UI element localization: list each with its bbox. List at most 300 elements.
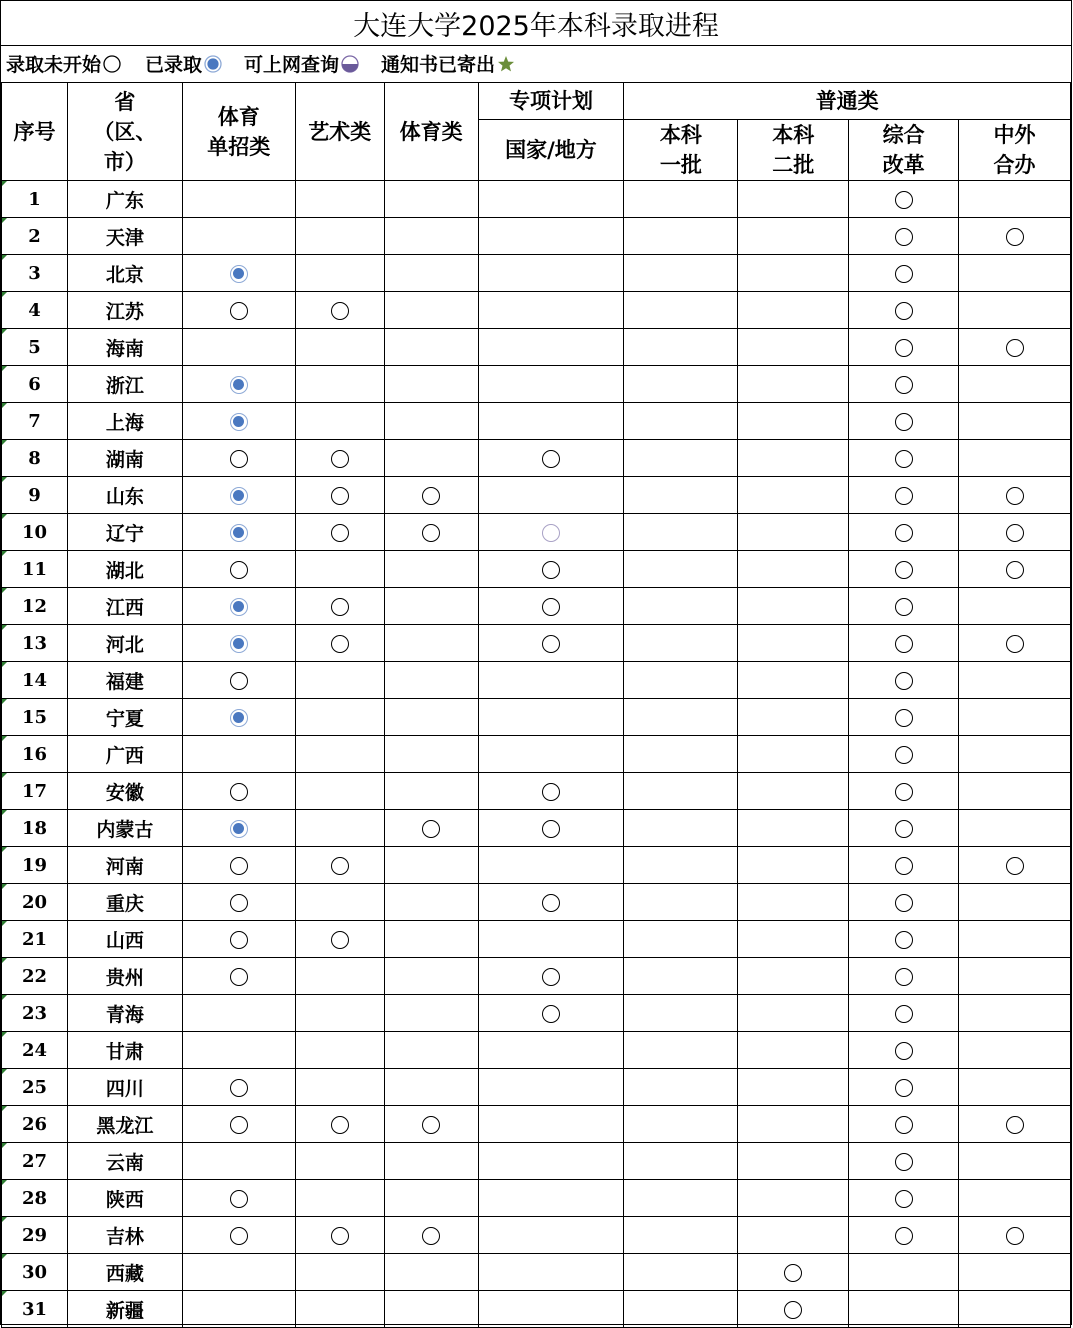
province-name: 西藏: [67, 1254, 182, 1291]
table-row: [2, 1180, 1071, 1217]
status-cell-tier1: [624, 366, 738, 403]
status-cell-art: [295, 366, 384, 403]
status-cell-tier1: [624, 625, 738, 662]
legend-item-letter-sent: [381, 50, 515, 77]
cell-marker-icon: [2, 329, 7, 334]
row-number-text: 20: [21, 891, 47, 913]
open-circle-icon: [542, 524, 560, 542]
header-sport-single-line2: 单招类: [207, 133, 271, 159]
province-name: 安徽: [67, 773, 182, 810]
status-cell-art: [295, 1069, 384, 1106]
row-number-text: 9: [28, 484, 41, 506]
status-cell-joint: [959, 551, 1071, 588]
open-circle-icon: [895, 1116, 913, 1134]
row-number-text: 21: [21, 928, 47, 950]
status-cell-sport: [384, 810, 478, 847]
status-cell-sport_single: [182, 995, 295, 1032]
row-number-text: 28: [21, 1187, 47, 1209]
cell-marker-icon: [2, 1291, 7, 1296]
status-cell-art: [295, 551, 384, 588]
header-general: 普通类: [624, 83, 1071, 120]
filled-circle-icon: [230, 524, 248, 542]
row-number: [2, 662, 68, 699]
status-cell-sport: [384, 292, 478, 329]
province-name: 河南: [67, 847, 182, 884]
status-cell-reform: [849, 736, 959, 773]
filled-circle-icon: [204, 55, 222, 73]
status-cell-tier1: [624, 921, 738, 958]
status-cell-reform: [849, 477, 959, 514]
status-cell-tier2: [738, 1069, 849, 1106]
province-name: 辽宁: [67, 514, 182, 551]
header-province-line1: 省: [114, 88, 136, 114]
header-sport: 体育类: [384, 83, 478, 181]
status-cell-tier1: [624, 1069, 738, 1106]
status-cell-special: [478, 847, 624, 884]
status-cell-sport: [384, 699, 478, 736]
cell-marker-icon: [2, 1254, 7, 1259]
status-cell-sport_single: [182, 958, 295, 995]
filled-circle-icon: [230, 265, 248, 283]
open-circle-icon: [422, 524, 440, 542]
status-cell-art: [295, 440, 384, 477]
table-row: [2, 958, 1071, 995]
status-cell-tier2: [738, 218, 849, 255]
open-circle-icon: [230, 931, 248, 949]
row-number: [2, 1254, 68, 1291]
status-cell-reform: [849, 1069, 959, 1106]
status-cell-joint: [959, 1106, 1071, 1143]
status-cell-joint: [959, 181, 1071, 218]
header-tier1: [624, 120, 738, 181]
row-number-text: 26: [21, 1113, 47, 1135]
row-number-text: 22: [21, 965, 47, 987]
status-cell-art: [295, 699, 384, 736]
status-cell-sport_single: [182, 662, 295, 699]
status-cell-reform: [849, 773, 959, 810]
open-circle-icon: [230, 783, 248, 801]
row-number: [2, 218, 68, 255]
status-cell-sport: [384, 958, 478, 995]
status-cell-tier2: [738, 662, 849, 699]
open-circle-icon: [895, 820, 913, 838]
row-number-text: 15: [21, 706, 47, 728]
status-cell-art: [295, 514, 384, 551]
status-cell-joint: [959, 1291, 1071, 1328]
status-cell-sport_single: [182, 699, 295, 736]
row-number-text: 23: [21, 1002, 47, 1024]
cell-marker-icon: [2, 477, 7, 482]
status-cell-joint: [959, 366, 1071, 403]
status-cell-joint: [959, 1143, 1071, 1180]
row-number-text: 25: [21, 1076, 47, 1098]
cell-marker-icon: [2, 958, 7, 963]
province-name: 宁夏: [67, 699, 182, 736]
status-cell-tier1: [624, 329, 738, 366]
status-cell-special: [478, 588, 624, 625]
status-cell-joint: [959, 995, 1071, 1032]
status-cell-special: [478, 255, 624, 292]
row-number-text: 13: [21, 632, 47, 654]
open-circle-icon: [542, 561, 560, 579]
status-cell-art: [295, 1180, 384, 1217]
header-sport-single-line1: 体育: [217, 103, 260, 129]
province-name: 山东: [67, 477, 182, 514]
status-cell-tier2: [738, 551, 849, 588]
open-circle-icon: [784, 1301, 802, 1319]
status-cell-sport: [384, 662, 478, 699]
open-circle-icon: [230, 1190, 248, 1208]
province-name: 河北: [67, 625, 182, 662]
status-cell-reform: [849, 1106, 959, 1143]
open-circle-icon: [542, 820, 560, 838]
row-number: [2, 736, 68, 773]
row-number-text: 30: [21, 1261, 47, 1283]
status-cell-joint: [959, 773, 1071, 810]
status-cell-reform: [849, 1032, 959, 1069]
row-number: [2, 366, 68, 403]
row-number-text: 27: [21, 1150, 47, 1172]
status-cell-sport_single: [182, 292, 295, 329]
status-cell-joint: [959, 1032, 1071, 1069]
status-cell-joint: [959, 1069, 1071, 1106]
status-cell-sport_single: [182, 329, 295, 366]
status-cell-special: [478, 551, 624, 588]
status-cell-art: [295, 662, 384, 699]
status-cell-special: [478, 1254, 624, 1291]
cell-marker-icon: [2, 1217, 7, 1222]
status-cell-sport: [384, 514, 478, 551]
status-cell-special: [478, 181, 624, 218]
province-name: 福建: [67, 662, 182, 699]
open-circle-icon: [331, 1116, 349, 1134]
status-cell-special: [478, 329, 624, 366]
header-tier2-line2: 二批: [772, 152, 815, 177]
open-circle-icon: [1006, 857, 1024, 875]
status-cell-special: [478, 1106, 624, 1143]
status-cell-tier2: [738, 181, 849, 218]
header-reform: [849, 120, 959, 181]
status-cell-reform: [849, 403, 959, 440]
status-cell-tier2: [738, 810, 849, 847]
open-circle-icon: [895, 413, 913, 431]
cell-marker-icon: [2, 625, 7, 630]
status-cell-special: [478, 995, 624, 1032]
status-cell-tier2: [738, 1180, 849, 1217]
cell-marker-icon: [2, 699, 7, 704]
open-circle-icon: [331, 635, 349, 653]
filled-circle-icon: [230, 709, 248, 727]
status-cell-tier2: [738, 699, 849, 736]
row-number-text: 31: [21, 1298, 47, 1320]
cell-marker-icon: [2, 847, 7, 852]
header-province-line3: 市）: [103, 148, 146, 174]
table-row: [2, 440, 1071, 477]
status-cell-sport: [384, 884, 478, 921]
open-circle-icon: [895, 265, 913, 283]
row-number-text: 7: [28, 410, 41, 432]
status-cell-special: [478, 1217, 624, 1254]
legend-label: 已录取: [145, 54, 203, 76]
header-tier2-line1: 本科: [772, 122, 815, 147]
open-circle-icon: [895, 894, 913, 912]
status-cell-special: [478, 625, 624, 662]
filled-circle-icon: [230, 635, 248, 653]
status-cell-sport: [384, 1106, 478, 1143]
table-row: [2, 699, 1071, 736]
status-cell-sport_single: [182, 1217, 295, 1254]
status-cell-sport: [384, 1032, 478, 1069]
status-cell-joint: [959, 847, 1071, 884]
cell-marker-icon: [2, 1180, 7, 1185]
legend-item-not-started: [6, 50, 121, 77]
open-circle-icon: [1006, 1227, 1024, 1245]
status-cell-sport_single: [182, 1032, 295, 1069]
open-circle-icon: [1006, 339, 1024, 357]
status-cell-art: [295, 255, 384, 292]
status-cell-reform: [849, 995, 959, 1032]
status-cell-sport: [384, 181, 478, 218]
header-joint-line1: 中外: [993, 122, 1036, 147]
status-cell-sport_single: [182, 736, 295, 773]
open-circle-icon: [895, 598, 913, 616]
table-row: [2, 1291, 1071, 1328]
province-name: 贵州: [67, 958, 182, 995]
status-cell-art: [295, 810, 384, 847]
status-cell-joint: [959, 1217, 1071, 1254]
open-circle-icon: [230, 1116, 248, 1134]
status-cell-tier1: [624, 1217, 738, 1254]
status-cell-art: [295, 329, 384, 366]
status-cell-art: [295, 292, 384, 329]
cell-marker-icon: [2, 551, 7, 556]
status-cell-sport: [384, 366, 478, 403]
open-circle-icon: [103, 55, 121, 73]
status-cell-sport_single: [182, 514, 295, 551]
status-cell-tier1: [624, 699, 738, 736]
status-cell-joint: [959, 884, 1071, 921]
cell-marker-icon: [2, 255, 7, 260]
row-number: [2, 1291, 68, 1328]
row-number: [2, 810, 68, 847]
status-cell-reform: [849, 662, 959, 699]
row-number-text: 5: [28, 336, 41, 358]
page-title: 大连大学2025年本科录取进程: [1, 1, 1071, 46]
province-name: 四川: [67, 1069, 182, 1106]
row-number: [2, 699, 68, 736]
province-name: 广西: [67, 736, 182, 773]
open-circle-icon: [542, 1005, 560, 1023]
cell-marker-icon: [2, 662, 7, 667]
open-circle-icon: [895, 968, 913, 986]
status-cell-joint: [959, 292, 1071, 329]
status-cell-sport: [384, 1217, 478, 1254]
table-row: [2, 1254, 1071, 1291]
open-circle-icon: [230, 968, 248, 986]
row-number: [2, 847, 68, 884]
status-cell-sport_single: [182, 181, 295, 218]
cell-marker-icon: [2, 1143, 7, 1148]
row-number-text: 19: [21, 854, 47, 876]
header-special-plan: 专项计划: [478, 83, 624, 120]
status-cell-reform: [849, 1291, 959, 1328]
status-cell-joint: [959, 958, 1071, 995]
cell-marker-icon: [2, 1069, 7, 1074]
cell-marker-icon: [2, 921, 7, 926]
status-cell-tier1: [624, 588, 738, 625]
cell-marker-icon: [2, 810, 7, 815]
status-cell-joint: [959, 255, 1071, 292]
table-row: [2, 736, 1071, 773]
row-number: [2, 440, 68, 477]
open-circle-icon: [895, 709, 913, 727]
row-number-text: 14: [21, 669, 47, 691]
status-cell-sport: [384, 1291, 478, 1328]
province-name: 甘肃: [67, 1032, 182, 1069]
status-cell-reform: [849, 181, 959, 218]
open-circle-icon: [230, 561, 248, 579]
status-cell-special: [478, 699, 624, 736]
status-cell-joint: [959, 514, 1071, 551]
table-body: [2, 181, 1071, 1328]
row-number: [2, 181, 68, 218]
status-cell-joint: [959, 736, 1071, 773]
row-number-text: 24: [21, 1039, 47, 1061]
open-circle-icon: [422, 1227, 440, 1245]
status-cell-reform: [849, 514, 959, 551]
cell-marker-icon: [2, 403, 7, 408]
row-number-text: 18: [21, 817, 47, 839]
header-joint: [959, 120, 1071, 181]
status-cell-reform: [849, 847, 959, 884]
open-circle-icon: [895, 672, 913, 690]
status-cell-tier2: [738, 773, 849, 810]
table-row: [2, 181, 1071, 218]
status-cell-joint: [959, 662, 1071, 699]
cell-marker-icon: [2, 773, 7, 778]
header-special-sub: 国家/地方: [478, 120, 624, 181]
status-cell-reform: [849, 292, 959, 329]
open-circle-icon: [230, 894, 248, 912]
table-row: [2, 218, 1071, 255]
status-cell-special: [478, 773, 624, 810]
province-name: 江苏: [67, 292, 182, 329]
legend-item-online-query: [244, 50, 359, 77]
filled-circle-icon: [230, 820, 248, 838]
status-cell-special: [478, 218, 624, 255]
open-circle-icon: [895, 635, 913, 653]
status-cell-tier1: [624, 773, 738, 810]
filled-circle-icon: [230, 413, 248, 431]
status-cell-joint: [959, 440, 1071, 477]
status-cell-tier1: [624, 403, 738, 440]
table-row: [2, 773, 1071, 810]
table-row: [2, 551, 1071, 588]
table-row: [2, 662, 1071, 699]
status-cell-joint: [959, 699, 1071, 736]
cell-marker-icon: [2, 1032, 7, 1037]
status-cell-sport_single: [182, 921, 295, 958]
status-cell-special: [478, 292, 624, 329]
table-row: [2, 1069, 1071, 1106]
status-cell-tier1: [624, 477, 738, 514]
open-circle-icon: [895, 524, 913, 542]
row-number-text: 6: [28, 373, 41, 395]
open-circle-icon: [331, 931, 349, 949]
header-reform-line1: 综合: [882, 122, 925, 147]
status-cell-sport_single: [182, 1069, 295, 1106]
header-art: 艺术类: [295, 83, 384, 181]
star-icon: [497, 55, 515, 73]
table-row: [2, 847, 1071, 884]
open-circle-icon: [331, 1227, 349, 1245]
status-cell-tier1: [624, 1180, 738, 1217]
status-cell-sport: [384, 551, 478, 588]
table-row: [2, 514, 1071, 551]
status-cell-tier1: [624, 1143, 738, 1180]
row-number-text: 17: [21, 780, 47, 802]
row-number: [2, 403, 68, 440]
status-cell-special: [478, 1143, 624, 1180]
status-cell-reform: [849, 588, 959, 625]
table-row: [2, 292, 1071, 329]
open-circle-icon: [542, 783, 560, 801]
status-cell-special: [478, 403, 624, 440]
open-circle-icon: [331, 857, 349, 875]
status-cell-sport_single: [182, 1143, 295, 1180]
status-cell-sport_single: [182, 884, 295, 921]
status-cell-tier1: [624, 1032, 738, 1069]
open-circle-icon: [895, 339, 913, 357]
open-circle-icon: [422, 1116, 440, 1134]
open-circle-icon: [895, 302, 913, 320]
cell-marker-icon: [2, 1106, 7, 1111]
status-cell-tier2: [738, 1291, 849, 1328]
header-joint-line2: 合办: [993, 152, 1036, 177]
status-cell-sport_single: [182, 773, 295, 810]
open-circle-icon: [895, 1079, 913, 1097]
province-name: 黑龙江: [67, 1106, 182, 1143]
open-circle-icon: [331, 302, 349, 320]
status-cell-tier1: [624, 440, 738, 477]
open-circle-icon: [895, 783, 913, 801]
open-circle-icon: [895, 487, 913, 505]
cell-marker-icon: [2, 995, 7, 1000]
status-cell-tier2: [738, 625, 849, 662]
status-cell-joint: [959, 477, 1071, 514]
status-cell-sport_single: [182, 625, 295, 662]
status-cell-tier1: [624, 995, 738, 1032]
status-cell-reform: [849, 329, 959, 366]
open-circle-icon: [895, 450, 913, 468]
row-number-text: 2: [28, 225, 41, 247]
status-cell-tier2: [738, 1254, 849, 1291]
status-cell-art: [295, 884, 384, 921]
status-cell-art: [295, 958, 384, 995]
status-cell-reform: [849, 1254, 959, 1291]
row-number: [2, 1180, 68, 1217]
cell-marker-icon: [2, 218, 7, 223]
row-number: [2, 1106, 68, 1143]
open-circle-icon: [895, 561, 913, 579]
legend-label: 通知书已寄出: [381, 54, 496, 76]
open-circle-icon: [895, 376, 913, 394]
table-row: [2, 810, 1071, 847]
open-circle-icon: [331, 598, 349, 616]
status-cell-sport_single: [182, 847, 295, 884]
open-circle-icon: [1006, 635, 1024, 653]
row-number: [2, 921, 68, 958]
